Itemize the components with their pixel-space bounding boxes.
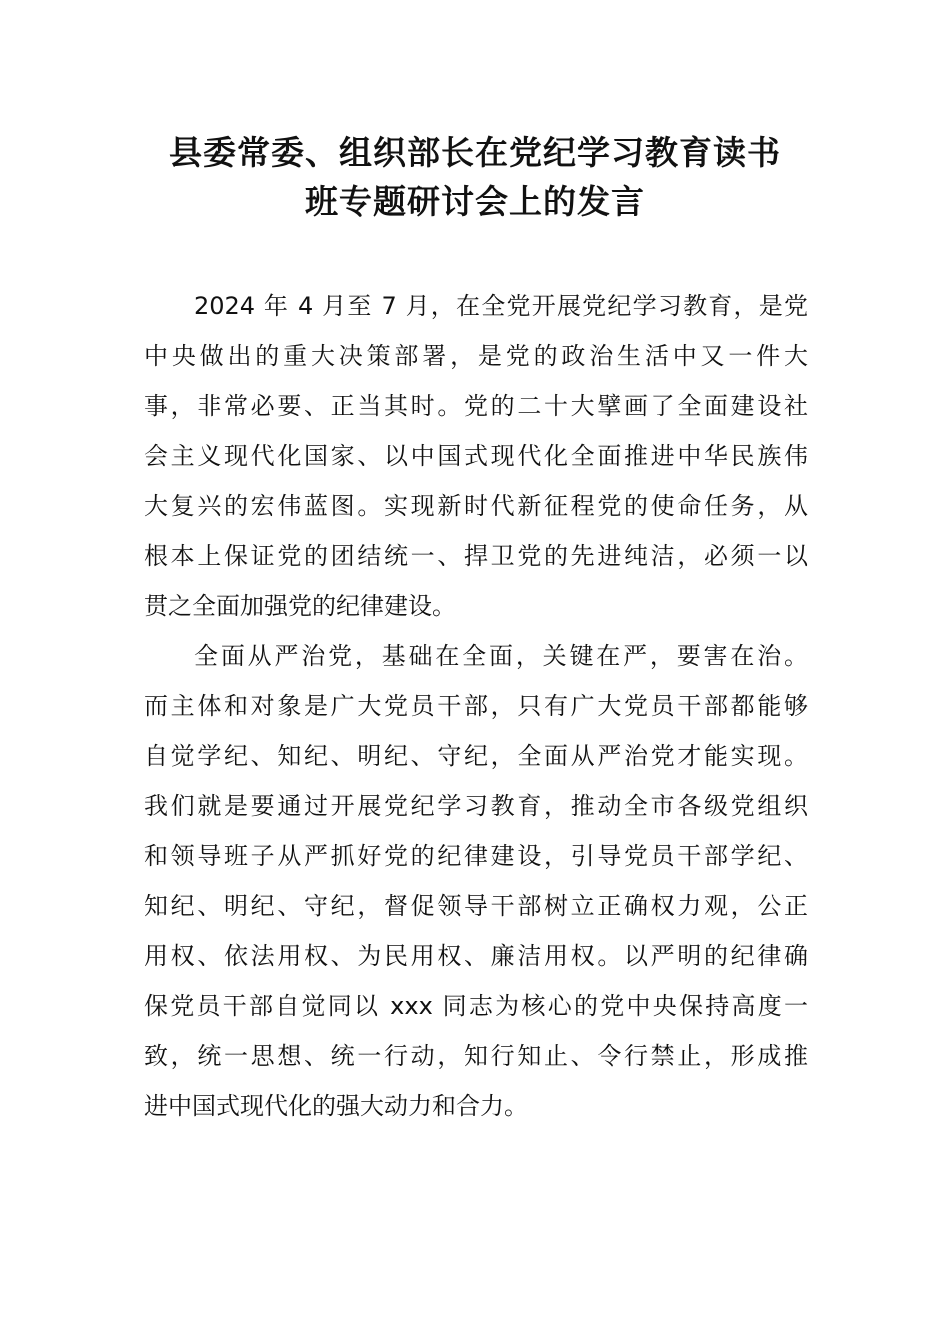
paragraph-line: 中央做出的重大决策部署，是党的政治生活中又一件大 [144,342,808,370]
paragraph-1 [144,281,808,631]
paragraph-line: 事，非常必要、正当其时。党的二十大擘画了全面建设社 [144,392,808,420]
paragraph-line: 致，统一思想、统一行动，知行知止、令行禁止，形成推 [144,1042,808,1070]
paragraph-line: 贯之全面加强党的纪律建设。 [144,592,456,620]
paragraph-line: 全面从严治党，基础在全面，关键在严，要害在治。 [194,642,808,670]
paragraph-line: 会主义现代化国家、以中国式现代化全面推进中华民族伟 [144,442,808,470]
paragraph-line: 而主体和对象是广大党员干部，只有广大党员干部都能够 [144,692,808,720]
paragraph-line: 根本上保证党的团结统一、捍卫党的先进纯洁，必须一以 [144,542,808,570]
paragraph-line: 大复兴的宏伟蓝图。实现新时代新征程党的使命任务，从 [144,492,808,520]
paragraph-line: 2024 年 4 月至 7 月，在全党开展党纪学习教育，是党 [194,292,808,320]
paragraph-line: 用权、依法用权、为民用权、廉洁用权。以严明的纪律确 [144,942,808,970]
paragraph-line: 自觉学纪、知纪、明纪、守纪，全面从严治党才能实现。 [144,742,808,770]
paragraph-line: 我们就是要通过开展党纪学习教育，推动全市各级党组织 [144,792,808,820]
title-line-2: 班专题研讨会上的发言 [305,182,645,221]
title-line-1: 县委常委、组织部长在党纪学习教育读书 [169,133,781,172]
paragraph-2 [144,631,808,1131]
paragraph-line: 和领导班子从严抓好党的纪律建设，引导党员干部学纪、 [144,842,808,870]
document-body [144,281,808,1131]
paragraph-line: 知纪、明纪、守纪，督促领导干部树立正确权力观，公正 [144,892,808,920]
document-title [140,128,810,226]
paragraph-line: 进中国式现代化的强大动力和合力。 [144,1092,528,1120]
paragraph-line: 保党员干部自觉同以 xxx 同志为核心的党中央保持高度一 [144,992,808,1020]
